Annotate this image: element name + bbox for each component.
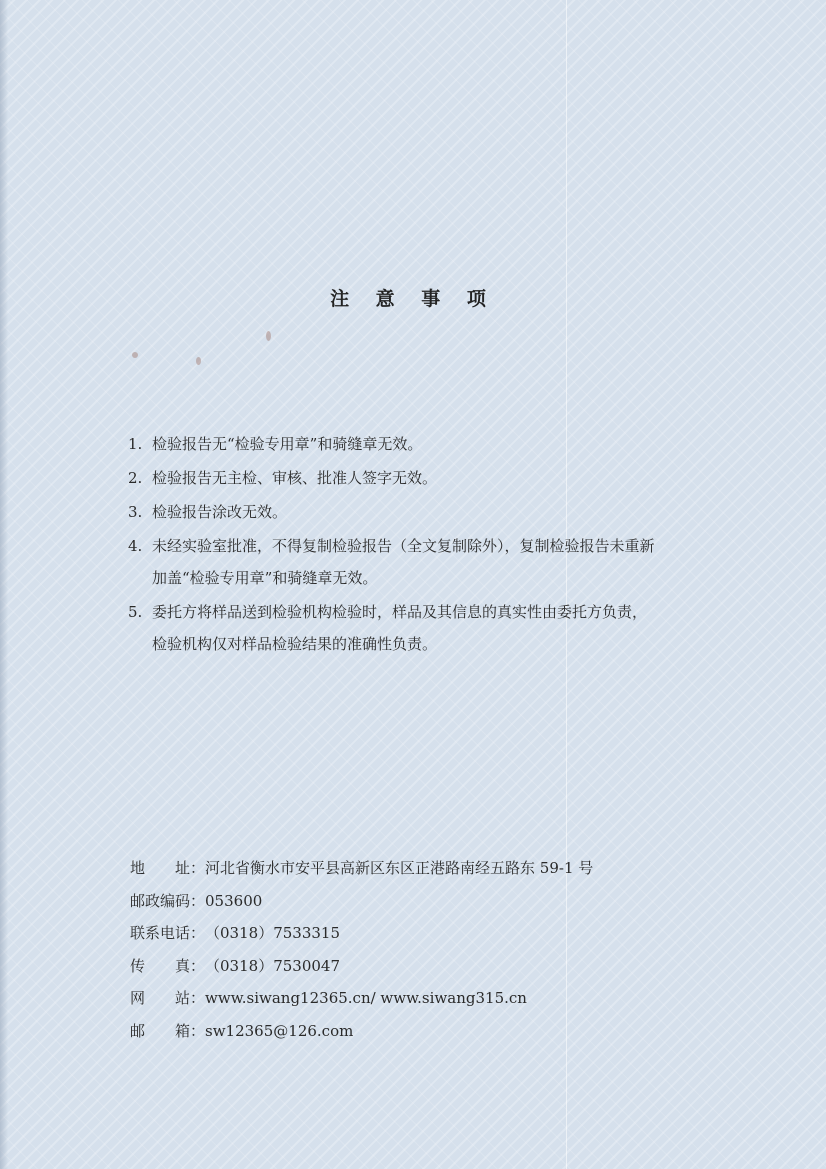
note-text	[152, 596, 768, 660]
contact-label: 邮 箱：	[130, 1021, 206, 1040]
page-title: 注 意 事 项	[330, 288, 496, 310]
contact-label: 邮政编码：	[130, 891, 206, 910]
note-line: 检验机构仅对样品检验结果的准确性负责。	[152, 635, 438, 653]
contact-value: （0318）7530047	[205, 956, 340, 975]
notes-list	[128, 428, 768, 662]
contact-value: （0318）7533315	[205, 924, 340, 942]
contact-address	[130, 852, 750, 885]
contact-value: 053600	[205, 891, 263, 910]
contact-email	[130, 1015, 750, 1048]
note-line: 检验报告无“检验专用章”和骑缝章无效。	[152, 435, 423, 453]
note-number: 5.	[128, 603, 143, 621]
contact-value: www.siwang12365.cn/ www.siwang315.cn	[205, 989, 527, 1007]
note-item	[128, 530, 768, 594]
note-line: 委托方将样品送到检验机构检验时，样品及其信息的真实性由委托方负责，	[152, 603, 648, 621]
stain-mark	[196, 357, 201, 365]
note-text	[152, 428, 768, 460]
contact-label: 地 址：	[130, 859, 206, 877]
contact-label: 网 站：	[130, 989, 206, 1007]
note-item	[128, 428, 768, 460]
stain-mark	[266, 331, 271, 341]
stain-mark	[132, 352, 138, 358]
contact-info	[130, 852, 750, 1047]
contact-phone	[130, 917, 750, 950]
contact-value: sw12365@126.com	[205, 1021, 354, 1040]
contact-label: 联系电话：	[130, 924, 206, 942]
contact-label: 传 真：	[130, 956, 206, 975]
note-item	[128, 496, 768, 528]
note-number: 3.	[128, 503, 143, 521]
contact-fax	[130, 950, 750, 983]
contact-postcode	[130, 885, 750, 918]
note-number: 2.	[128, 469, 143, 487]
note-number: 4.	[128, 537, 143, 555]
contact-value: 河北省衡水市安平县高新区东区正港路南经五路东 59-1 号	[205, 859, 594, 877]
contact-website	[130, 982, 750, 1015]
note-line: 未经实验室批准，不得复制检验报告（全文复制除外），复制检验报告未重新	[152, 537, 655, 555]
note-line: 检验报告无主检、审核、批准人签字无效。	[152, 469, 438, 487]
note-line: 检验报告涂改无效。	[152, 503, 288, 521]
note-number: 1.	[128, 435, 143, 453]
note-item	[128, 462, 768, 494]
note-text	[152, 530, 768, 594]
note-text	[152, 496, 768, 528]
note-line: 加盖“检验专用章”和骑缝章无效。	[152, 569, 378, 587]
page-edge-shadow	[0, 0, 8, 1169]
note-text	[152, 462, 768, 494]
note-item	[128, 596, 768, 660]
